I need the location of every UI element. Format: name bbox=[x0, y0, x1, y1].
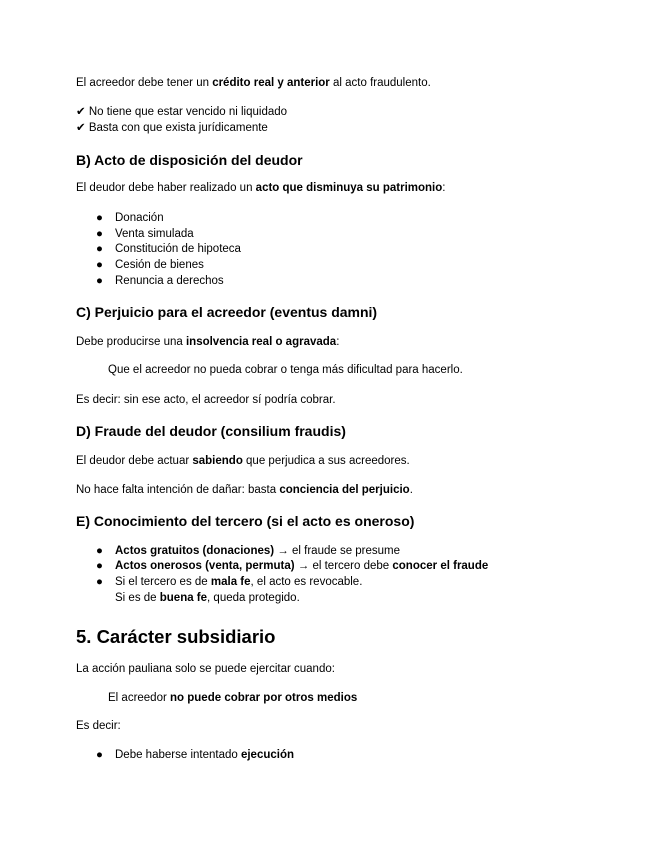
quote-paragraph bbox=[108, 691, 357, 705]
text: , el acto es revocable. bbox=[250, 576, 363, 588]
bullet-icon: ● bbox=[96, 259, 103, 271]
bullet-icon: ● bbox=[96, 560, 103, 572]
text: . bbox=[409, 484, 413, 496]
chapter-heading: 5. Carácter subsidiario bbox=[76, 626, 276, 647]
bold-text: insolvencia real o agravada bbox=[185, 336, 337, 348]
quote-paragraph: Que el acreedor no pueda cobrar o tenga más dificultad para hacerlo. bbox=[108, 364, 463, 376]
paragraph bbox=[76, 454, 410, 468]
list-item: Cesión de bienes bbox=[115, 259, 204, 271]
paragraph bbox=[76, 335, 339, 349]
text: que perjudica a sus acreedores. bbox=[242, 455, 410, 467]
bold-text: Actos onerosos (venta, permuta) bbox=[115, 560, 295, 572]
section-heading: C) Perjuicio para el acreedor (eventus damni) bbox=[76, 304, 378, 320]
bullet-icon: ● bbox=[96, 576, 103, 588]
bullet-icon: ● bbox=[96, 545, 103, 557]
bold-text: no puede cobrar por otros medios bbox=[170, 692, 358, 704]
list-item: Renuncia a derechos bbox=[115, 275, 224, 287]
bold-text: Actos gratuitos (donaciones) bbox=[115, 545, 275, 557]
list-item bbox=[115, 544, 400, 558]
bold-text: mala fe bbox=[210, 576, 251, 588]
bullet-icon: ● bbox=[96, 243, 103, 255]
text: El deudor debe haber realizado un bbox=[76, 182, 256, 194]
paragraph bbox=[76, 483, 413, 497]
text: al acto fraudulento. bbox=[329, 77, 431, 89]
text: Debe producirse una bbox=[76, 336, 186, 348]
check-item: ✔ No tiene que estar vencido ni liquidado bbox=[76, 106, 288, 118]
list-item bbox=[115, 559, 488, 573]
paragraph: Es decir: sin ese acto, el acreedor sí podría cobrar. bbox=[76, 394, 336, 406]
intro-paragraph bbox=[76, 76, 431, 90]
list-item: Constitución de hipoteca bbox=[115, 243, 241, 255]
bullet-icon: ● bbox=[96, 212, 103, 224]
paragraph: Es decir: bbox=[76, 720, 121, 732]
paragraph bbox=[76, 181, 445, 195]
bold-text: crédito real y anterior bbox=[212, 77, 330, 89]
list-item: Donación bbox=[115, 212, 164, 224]
paragraph: La acción pauliana solo se puede ejercitar cuando: bbox=[76, 663, 335, 675]
text: Si el tercero es de bbox=[115, 576, 211, 588]
bold-text: buena fe bbox=[159, 592, 208, 604]
bold-text: conocer el fraude bbox=[392, 560, 489, 572]
bullet-icon: ● bbox=[96, 749, 103, 761]
list-item bbox=[115, 748, 294, 762]
text: El acreedor debe tener un bbox=[76, 77, 213, 89]
bold-text: conciencia del perjuicio bbox=[279, 484, 410, 496]
text: → el fraude se presume bbox=[274, 545, 401, 557]
text: El acreedor bbox=[108, 692, 171, 704]
list-item: Venta simulada bbox=[115, 228, 194, 240]
text: , queda protegido. bbox=[207, 592, 300, 604]
bullet-icon: ● bbox=[96, 228, 103, 240]
text: El deudor debe actuar bbox=[76, 455, 193, 467]
list-item bbox=[115, 575, 362, 589]
text: No hace falta intención de dañar: basta bbox=[76, 484, 280, 496]
bold-text: ejecución bbox=[240, 749, 295, 761]
text: : bbox=[442, 182, 446, 194]
bold-text: acto que disminuya su patrimonio bbox=[255, 182, 443, 194]
text: Si es de bbox=[115, 592, 160, 604]
text: : bbox=[336, 336, 340, 348]
section-heading: B) Acto de disposición del deudor bbox=[76, 152, 303, 168]
section-heading: E) Conocimiento del tercero (si el acto es oneroso) bbox=[76, 513, 415, 529]
bullet-icon: ● bbox=[96, 275, 103, 287]
section-heading: D) Fraude del deudor (consilium fraudis) bbox=[76, 423, 346, 439]
bold-text: sabiendo bbox=[192, 455, 243, 467]
check-item: ✔ Basta con que exista jurídicamente bbox=[76, 122, 268, 134]
text: → el tercero debe bbox=[294, 560, 393, 572]
text: Debe haberse intentado bbox=[115, 749, 241, 761]
list-item-continuation bbox=[115, 591, 300, 605]
